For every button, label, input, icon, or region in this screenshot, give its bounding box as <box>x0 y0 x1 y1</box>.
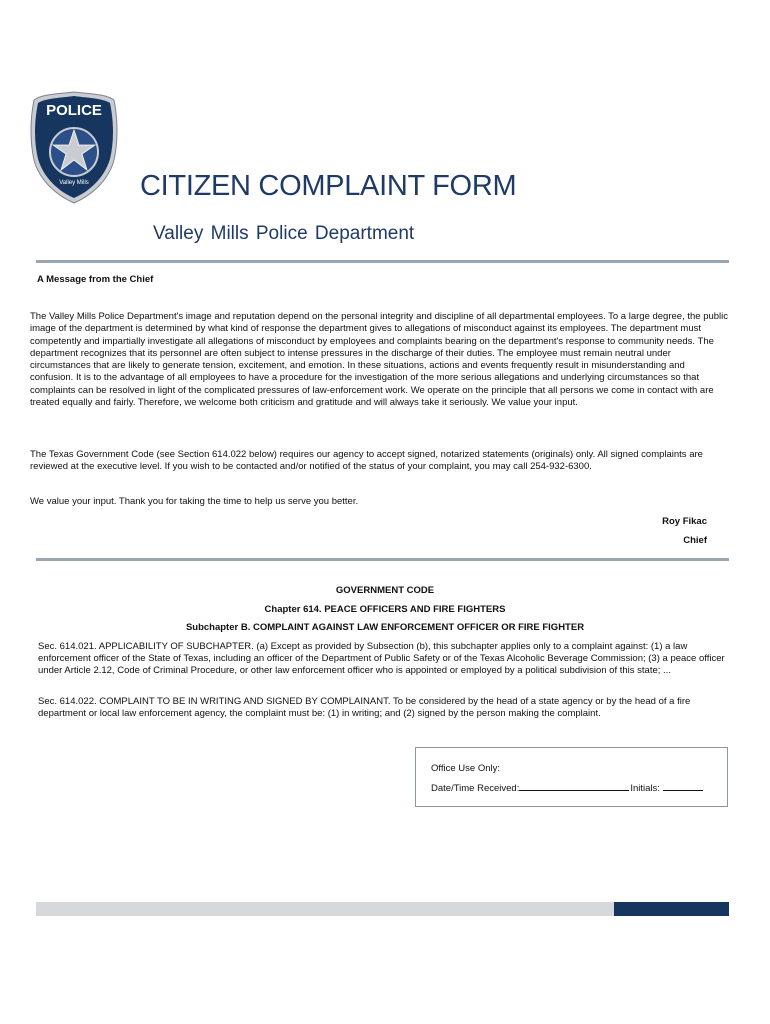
message-paragraph-2: The Texas Government Code (see Section 614.022 below) requires our agency to accept signed, notarized statements (originals) only. All signed complaints are reviewed at the executive level. If you wish to be contacted and/or notified of the status of your complaint, you may call 254-932-6300. <box>30 449 703 473</box>
page-title: CITIZEN COMPLAINT FORM <box>140 170 517 202</box>
government-code-chapter: Chapter 614. PEACE OFFICERS AND FIRE FIGHTERS <box>264 604 506 615</box>
government-code-heading: GOVERNMENT CODE <box>335 585 435 596</box>
date-time-received-label: Date/Time Received: <box>431 783 520 794</box>
badge-top-text: POLICE <box>46 102 102 119</box>
office-use-label: Office Use Only: <box>431 763 500 774</box>
initials-label: Initials: <box>630 783 660 794</box>
section-divider <box>36 558 729 561</box>
police-badge-logo <box>30 90 118 205</box>
office-use-fields <box>431 781 703 794</box>
office-use-box <box>415 747 728 807</box>
page-subtitle: Valley Mills Police Department <box>153 223 415 244</box>
government-code-subchapter: Subchapter B. COMPLAINT AGAINST LAW ENFORCEMENT OFFICER OR FIRE FIGHTER <box>185 622 585 633</box>
message-paragraph-1: The Valley Mills Police Department's image and reputation depend on the personal integrity and discipline of all departmental employees. To a large degree, the public image of the department is determined by what kind of response the department gives to allegations of misconduct against its employees. The department must competently and impartially investigate all allegations of misconduct by employees and complaints bearing on the department's response to community needs. The department recognizes that its personnel are often subject to intense pressures in the discharge of their duties. The employee must remain neutral under circumstances that are likely to generate tension, excitement, and emotion. In these situations, actions and events frequently result in misunderstanding and confusion. It is to the advantage of all employees to have a procedure for the investigation of the more serious allegations and underlying circumstances so that complaints can be resolved in light of the complicated pressures of law-enforcement work. We operate on the principle that all persons we come in contact with are treated equally and fairly. Therefore, we welcome both criticism and gratitude and will always take it seriously. We value your input. <box>30 311 729 409</box>
message-paragraph-3: We value your input. Thank you for taking the time to help us serve you better. <box>30 496 359 507</box>
government-code-section-614-022: Sec. 614.022. COMPLAINT TO BE IN WRITING AND SIGNED BY COMPLAINANT. To be considered by the head of a state agency or by the head of a fire department or local law enforcement agency, the complaint must be: (1) in writing; and (2) signed by the person making the complaint. <box>38 696 691 720</box>
signature-name: Roy Fikac <box>662 516 707 527</box>
initials-field[interactable] <box>663 781 703 791</box>
signature-title: Chief <box>683 535 707 546</box>
government-code-section-614-021: Sec. 614.021. APPLICABILITY OF SUBCHAPTER. (a) Except as provided by Subsection (b), this subchapter applies only to a complaint against: (1) a law enforcement officer of the State of Texas, including an officer of the Department of Public Safety or of the Texas Alcoholic Beverage Commission; (3) a peace officer under Article 2.12, Code of Criminal Procedure, or other law enforcement officer who is appointed or employed by a political subdivision of this state; ... <box>38 641 725 677</box>
badge-seal-text: Valley Mills <box>59 180 89 186</box>
footer-bar-navy <box>614 902 729 916</box>
footer-bar-grey <box>36 902 614 916</box>
message-heading: A Message from the Chief <box>37 274 154 285</box>
date-time-received-field[interactable] <box>519 781 629 791</box>
header-divider <box>36 260 729 263</box>
